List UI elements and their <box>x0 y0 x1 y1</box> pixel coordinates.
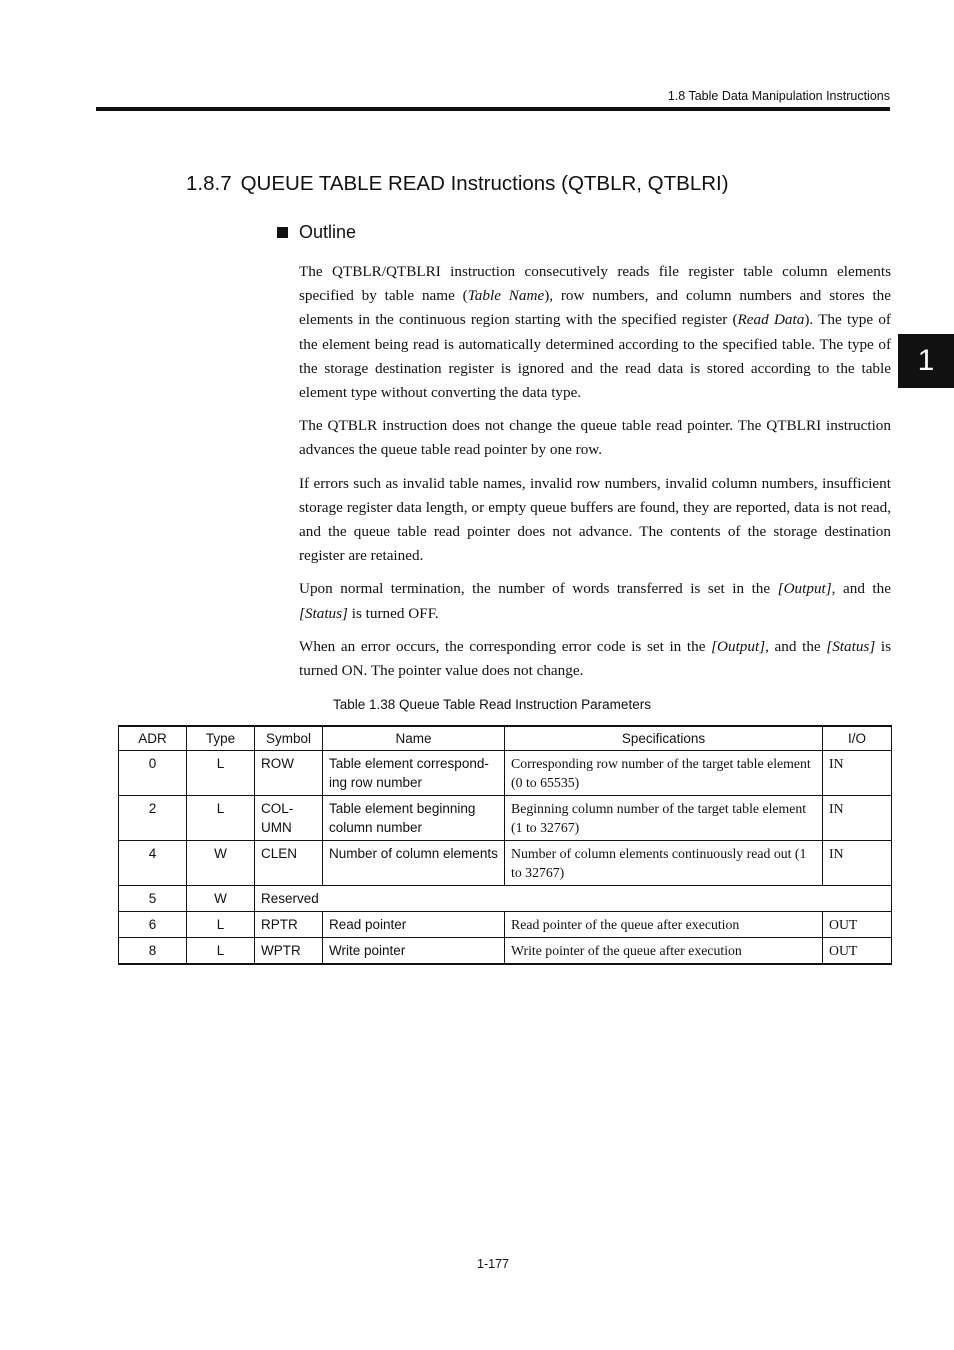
cell-spec: Write pointer of the queue after execution <box>505 938 823 965</box>
column-header: Type <box>187 726 255 751</box>
italic-term: Table Name <box>467 287 545 305</box>
cell-type: L <box>187 796 255 841</box>
cell-symbol: COL-UMN <box>255 796 323 841</box>
table-row <box>119 751 892 796</box>
cell-adr: 8 <box>119 938 187 965</box>
parameters-table <box>118 725 892 965</box>
cell-name: Read pointer <box>323 912 505 938</box>
cell-adr: 4 <box>119 841 187 886</box>
paragraph: Upon normal termination, the number of words transferred is set in the [Output], and the [Status] is turned OFF. <box>299 580 891 622</box>
italic-term: [Output] <box>711 637 766 655</box>
table-body <box>119 751 892 965</box>
column-header: ADR <box>119 726 187 751</box>
column-header: I/O <box>823 726 892 751</box>
paragraph: The QTBLR/QTBLRI instruction consecutively reads file register table column elements specified by table name (Table Name), row numbers, and column numbers and stores the elements in the continuous region starting with the specified register (Read Data). The type of the element being read is automatically determined according to the specified table. The type of the storage destination register is ignored and the read data is stored according to the table element type without converting the data type. <box>299 263 891 402</box>
cell-name: Write pointer <box>323 938 505 965</box>
cell-spec: Read pointer of the queue after execution <box>505 912 823 938</box>
table-header-row <box>119 726 892 751</box>
subheading <box>277 222 356 243</box>
cell-spec: Number of column elements continuously read out (1 to 32767) <box>505 841 823 886</box>
chapter-tab: 1 <box>898 334 954 388</box>
cell-symbol: RPTR <box>255 912 323 938</box>
square-bullet-icon <box>277 227 288 238</box>
column-header: Symbol <box>255 726 323 751</box>
table-caption: Table 1.38 Queue Table Read Instruction Parameters <box>333 697 651 712</box>
cell-adr: 0 <box>119 751 187 796</box>
table-row <box>119 841 892 886</box>
page-number: 1-177 <box>477 1257 509 1271</box>
paragraph: When an error occurs, the corresponding error code is set in the [Output], and the [Status] is turned ON. The pointer value does not change. <box>299 637 891 680</box>
cell-io: IN <box>823 841 892 886</box>
section-title <box>186 172 729 196</box>
cell-io: OUT <box>823 912 892 938</box>
table-row <box>119 938 892 965</box>
cell-type: L <box>187 751 255 796</box>
cell-adr: 6 <box>119 912 187 938</box>
body-text <box>299 260 891 692</box>
cell-spec: Corresponding row number of the target table element (0 to 65535) <box>505 751 823 796</box>
cell-io: IN <box>823 751 892 796</box>
cell-io: IN <box>823 796 892 841</box>
column-header: Specifications <box>505 726 823 751</box>
subheading-text: Outline <box>299 222 357 242</box>
cell-type: W <box>187 886 255 912</box>
paragraph: If errors such as invalid table names, invalid row numbers, invalid column numbers, insufficient storage register data length, or empty queue buffers are found, they are reported, data is not read, and the queue table read pointer does not advance. The contents of the storage destination register are retained. <box>299 474 891 565</box>
cell-adr: 2 <box>119 796 187 841</box>
header-rule <box>96 107 890 111</box>
cell-type: L <box>187 912 255 938</box>
section-title-text: QUEUE TABLE READ Instructions (QTBLR, QTBLRI) <box>240 172 729 195</box>
italic-term: Read Data <box>737 311 805 329</box>
italic-term: [Status] <box>299 604 348 622</box>
section-number: 1.8.7 <box>186 172 232 195</box>
cell-spec: Beginning column number of the target table element (1 to 32767) <box>505 796 823 841</box>
cell-symbol: ROW <box>255 751 323 796</box>
italic-term: [Output] <box>777 580 832 598</box>
cell-adr: 5 <box>119 886 187 912</box>
cell-name: Table element correspond-ing row number <box>323 751 505 796</box>
running-head: 1.8 Table Data Manipulation Instructions <box>667 89 890 103</box>
column-header: Name <box>323 726 505 751</box>
cell-type: L <box>187 938 255 965</box>
cell-io: OUT <box>823 938 892 965</box>
cell-type: W <box>187 841 255 886</box>
cell-symbol: Reserved <box>255 886 892 912</box>
table-row <box>119 886 892 912</box>
table-row <box>119 796 892 841</box>
paragraph: The QTBLR instruction does not change the queue table read pointer. The QTBLRI instruction advances the queue table read pointer by one row. <box>299 417 891 459</box>
cell-name: Table element beginning column number <box>323 796 505 841</box>
cell-name: Number of column elements <box>323 841 505 886</box>
table-row <box>119 912 892 938</box>
cell-symbol: WPTR <box>255 938 323 965</box>
cell-symbol: CLEN <box>255 841 323 886</box>
italic-term: [Status] <box>826 637 876 655</box>
